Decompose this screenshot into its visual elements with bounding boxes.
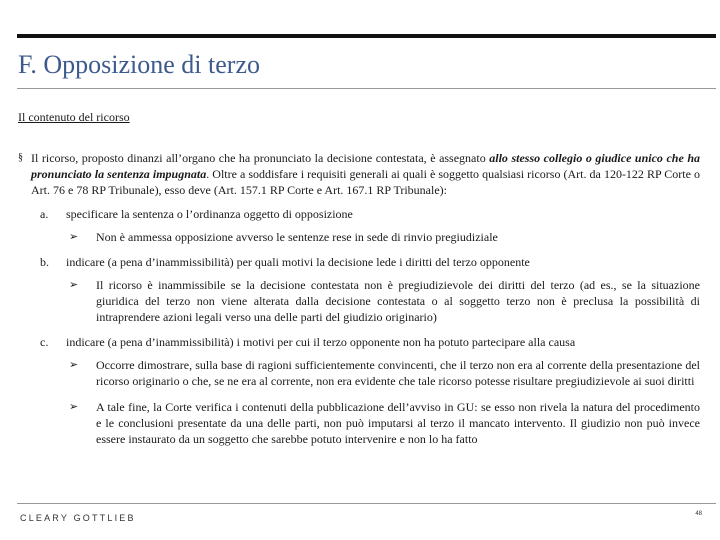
sub-item-text: Non è ammessa opposizione avverso le sentenze rese in sede di rinvio pregiudiziale: [96, 230, 498, 244]
title-divider: [17, 88, 716, 89]
intro-paragraph: [18, 150, 700, 198]
section-subheading: Il contenuto del ricorso: [18, 110, 130, 124]
sub-item-text: A tale fine, la Corte verifica i contenuti della pubblicazione dell’avviso in GU: se esso non rivela la natura del procedimento e le conclusioni presentate da una delle parti, non può imputarsi al terzo il mancato intervento. Il giudizio non può invece essere instaurato da un soggetto che sarebbe potuto intervenire e non lo ha fatto: [96, 400, 700, 446]
slide-title: F. Opposizione di terzo: [18, 50, 260, 79]
footer-divider: [17, 503, 716, 504]
arrow-bullet-icon: ➢: [69, 358, 79, 371]
sub-item-text: Il ricorso è inammissibile se la decisione contestata non è pregiudizievole dei diritti del terzo (ad es., se la situazione giuridica del terzo non viene alterata dalla decisione contestata o al soggetto terzo non è preclusa la possibilità di intraprendere azioni legali verso una delle parti del giudizio originario): [96, 278, 700, 324]
slide-content: [18, 150, 700, 447]
list-item-text: indicare (a pena d’inammissibilità) per quali motivi la decisione lede i diritti del terzo opponente: [66, 255, 530, 269]
list-item-text: indicare (a pena d’inammissibilità) i motivi per cui il terzo opponente non ha potuto partecipare alla causa: [66, 335, 576, 349]
sub-item: [18, 357, 700, 389]
list-item-a: [18, 206, 700, 222]
intro-text-emphasis: allo stesso collegio o giudice unico che ha pronunciato la sentenza impugnata: [31, 151, 701, 181]
top-rule: [17, 34, 716, 38]
arrow-bullet-icon: ➢: [69, 230, 79, 243]
sub-item: [18, 229, 700, 245]
arrow-bullet-icon: ➢: [69, 400, 79, 413]
arrow-bullet-icon: ➢: [69, 278, 79, 291]
page-number: 48: [695, 511, 702, 517]
list-label: c.: [40, 335, 49, 349]
sub-item-text: Occorre dimostrare, sulla base di ragioni sufficientemente convincenti, che il terzo non era al corrente della presentazione del ricorso originario o che, se ne era al corrente, non era evidente che tale ricorso potesse risultare pregiudizievole ai suoi diritti: [96, 358, 700, 388]
sub-item: [18, 399, 700, 447]
sub-item: [18, 277, 700, 325]
square-bullet-icon: §: [18, 152, 23, 163]
list-item-b: [18, 254, 700, 270]
list-label: b.: [40, 255, 49, 269]
list-label: a.: [40, 207, 49, 221]
list-item-text: specificare la sentenza o l’ordinanza oggetto di opposizione: [66, 207, 353, 221]
cleary-gottlieb-logo: CLEARY GOTTLIEB: [20, 513, 136, 523]
intro-text-3: . Oltre a soddisfare i requisiti generali ai quali è soggetto qualsiasi ricorso (Art. da 120-122 RP Corte o Art. 76 e 78 RP Tribunale), esso deve (Art. 157.1 RP Corte e Art. 167.1 RP Tribunale):: [31, 167, 700, 197]
list-item-c: [18, 334, 700, 350]
intro-text-1: Il ricorso, proposto dinanzi all’organo che ha pronunciato la decisione contestata, è assegnato: [31, 151, 490, 165]
